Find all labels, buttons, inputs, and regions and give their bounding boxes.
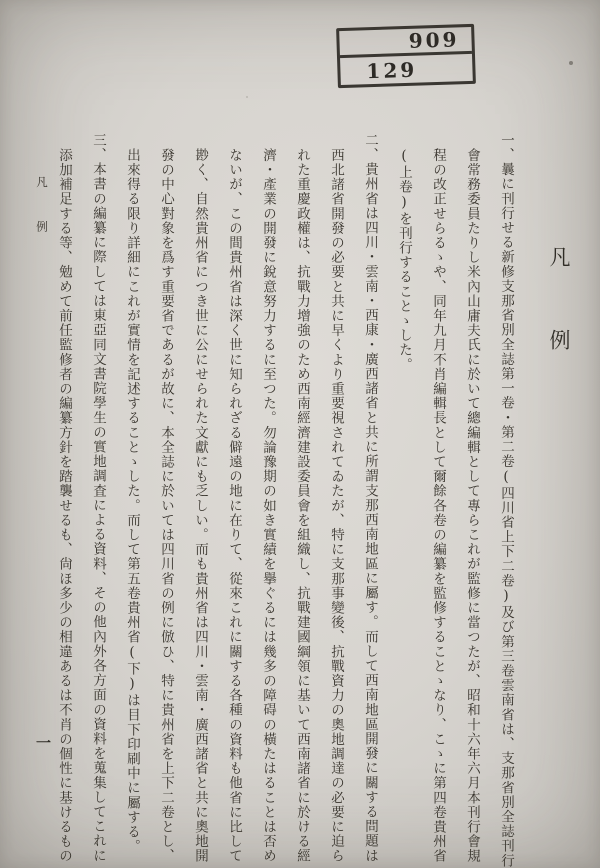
page-number: 一 (36, 734, 52, 752)
text-column: ないが、この間貴州省は深く世に知られざる僻遠の地に在りて、從來これに關する各種の資料も他省に比して (226, 147, 242, 863)
text-column: 添加補足する等、勉めて前任監修者の編纂方針を踏襲せるも、尙ほ多少の相違あるは不肖の個性に基けるもの (56, 147, 72, 863)
text-column: 程の改正せらるゝや、同年九月不肖編輯長として爾餘各卷の編纂を監修することゝなり、こゝに第四卷貴州省 (430, 147, 446, 863)
text-column: 三、本書の編纂に際しては東亞同文書院學生の實地調査による資料、その他內外各方面の資料を蒐集してこれに (90, 133, 106, 863)
running-title: 凡例 (35, 176, 49, 265)
text-column: 西北諸省開發の必要と共に早くより重要視されてゐたが、特に支那事變後、抗戰資力の奧地調達の必要に迫ら (328, 147, 344, 863)
stamp-number-bottom: 129 (366, 57, 418, 83)
paper-speck (569, 61, 573, 65)
text-column: 一、曩に刊行せる新修支那省別全誌第一卷・第二卷(四川省上下二卷)及び第三卷雲南省は、支那省別全誌刊行 (498, 133, 514, 868)
library-stamp (336, 24, 476, 88)
text-column: 發の中心對象を爲す重要省であるが故に、本全誌に於いては四川省の例に倣ひ、特に貴州省を上下二卷とし、 (158, 147, 174, 863)
text-column: れた重慶政權は、抗戰力增強のため西南經濟建設委員會を組織し、抗戰建國綱領に基いて西南諸省に於ける經 (294, 147, 310, 863)
text-column: (上卷)を刊行することゝした。 (396, 147, 412, 372)
body-text (47, 133, 523, 868)
paper-speck (246, 96, 248, 98)
text-column: 濟・產業の開發に銳意努力するに至つた。勿論豫期の如き實績を擧ぐるには幾多の障碍の橫たはることは否め (260, 147, 276, 863)
stamp-number-top: 909 (339, 27, 472, 59)
text-column: 二、貴州省は四川・雲南・西康・廣西諸省と共に所謂支那西南地區に屬す。而して西南地區開發に關する問題は (362, 133, 378, 863)
text-column: 出來得る限り詳細にこれが實情を記述することゝした。而して第五卷貴州省(下)は目下印刷中に屬する。 (124, 147, 140, 854)
text-column: 尠く、自然貴州省につき世に公にせられた文獻にも乏しい。而も貴州省は四川・雲南・廣西諸省と共に奧地開 (192, 147, 208, 863)
text-column: 會常務委員たりし米內山庸夫氏に於いて總編輯として專らこれが監修に當つたが、昭和十六年六月本刊行會規 (464, 147, 480, 863)
paper-speck (95, 332, 98, 335)
page-title: 凡例 (547, 246, 571, 412)
